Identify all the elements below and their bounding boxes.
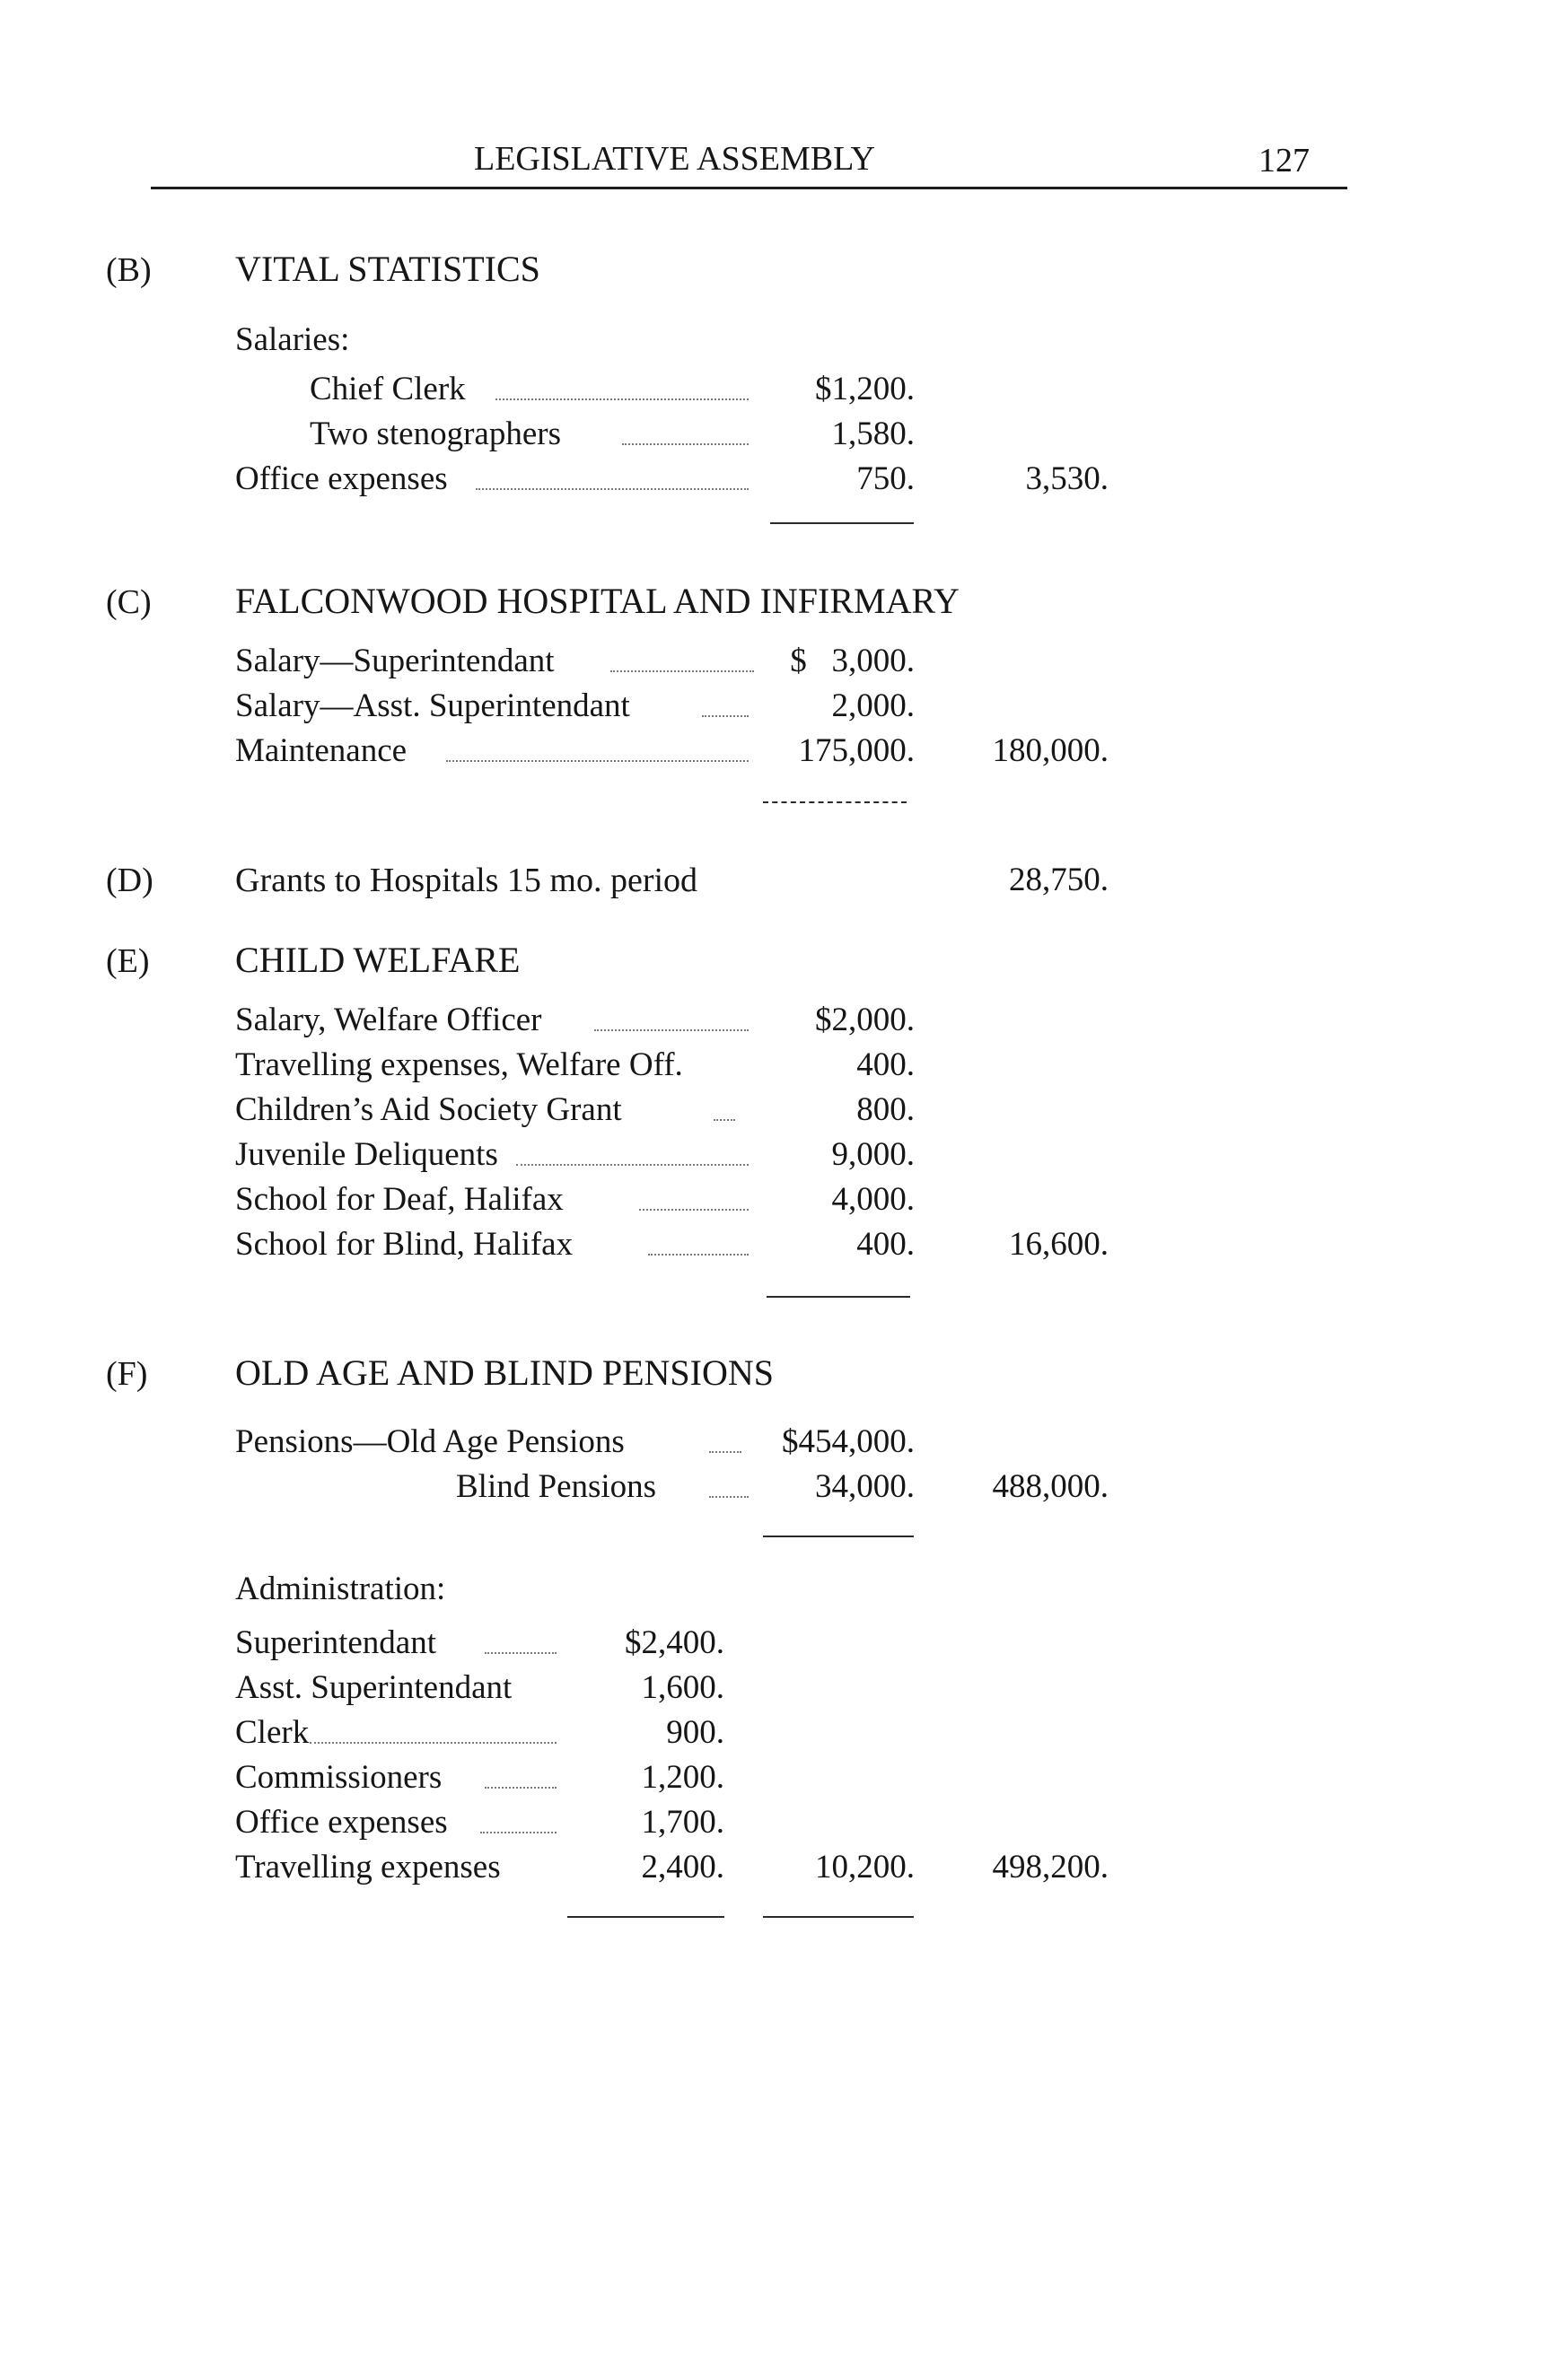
admin-item-amount: 1,600.	[641, 1669, 724, 1706]
line-item-amount: 400.	[856, 1226, 915, 1263]
section-e-letter: (E)	[106, 942, 150, 980]
line-item-amount: 4,000.	[831, 1181, 915, 1218]
line-item-label: Chief Clerk	[310, 371, 466, 407]
line-item-label: Two stenographers	[310, 416, 561, 452]
line-item-amount: 750.	[856, 460, 915, 497]
leader-dots	[594, 1029, 749, 1031]
leader-dots	[622, 443, 749, 445]
section-total: 16,600.	[1009, 1226, 1109, 1263]
line-item-amount: $2,000.	[815, 1002, 915, 1038]
leader-dots	[446, 760, 749, 762]
line-item-amount: $1,200.	[815, 371, 915, 407]
section-total: 3,530.	[1025, 460, 1109, 497]
admin-item-amount: $2,400.	[625, 1624, 724, 1661]
sum-underline	[763, 1916, 914, 1918]
line-item-amount: 800.	[856, 1091, 915, 1128]
leader-dots	[495, 398, 749, 400]
section-total: 488,000.	[992, 1468, 1109, 1505]
admin-item-label: Travelling expenses	[235, 1849, 501, 1886]
pension-label: Blind Pensions	[456, 1468, 657, 1505]
section-total: 28,750.	[1009, 862, 1109, 898]
leader-dots	[516, 1164, 749, 1166]
leader-dots	[476, 488, 749, 490]
sum-underline	[767, 1296, 910, 1298]
line-item-amount: 175,000.	[798, 732, 915, 769]
section-total: 180,000.	[992, 732, 1109, 769]
leader-dots	[485, 1652, 557, 1654]
line-item-amount: $ 3,000.	[790, 643, 915, 679]
line-item-label: Children’s Aid Society Grant	[235, 1091, 622, 1128]
page-header-title: LEGISLATIVE ASSEMBLY	[474, 140, 875, 178]
line-item-label: Maintenance	[235, 732, 408, 769]
pension-amount: $454,000.	[782, 1423, 915, 1460]
section-b-subheading: Salaries:	[235, 321, 350, 358]
section-f-title: OLD AGE AND BLIND PENSIONS	[235, 1352, 775, 1393]
sum-underline	[770, 522, 914, 524]
sum-underline	[763, 801, 907, 803]
section-b-title: VITAL STATISTICS	[235, 249, 540, 289]
admin-heading: Administration:	[235, 1571, 446, 1607]
section-total: 498,200.	[992, 1849, 1109, 1886]
admin-item-amount: 1,700.	[641, 1804, 724, 1841]
admin-item-label: Asst. Superintendant	[235, 1669, 513, 1706]
sum-underline	[567, 1916, 724, 1918]
line-item-label: Salary—Superintendant	[235, 643, 555, 679]
section-c-title: FALCONWOOD HOSPITAL AND INFIRMARY	[235, 581, 960, 621]
pension-amount: 34,000.	[815, 1468, 915, 1505]
admin-item-label: Commissioners	[235, 1759, 443, 1796]
line-item-label: School for Deaf, Halifax	[235, 1181, 564, 1218]
line-item-label: Salary, Welfare Officer	[235, 1002, 542, 1038]
section-f-letter: (F)	[106, 1355, 148, 1393]
admin-item-amount: 2,400.	[641, 1849, 724, 1886]
pension-label: Pensions—Old Age Pensions	[235, 1423, 625, 1460]
leader-dots	[639, 1209, 749, 1211]
line-item-amount: 1,580.	[831, 416, 915, 452]
line-item-label: School for Blind, Halifax	[235, 1226, 574, 1263]
leader-dots	[714, 1119, 735, 1121]
line-item-label: Salary—Asst. Superintendant	[235, 687, 630, 724]
leader-dots	[485, 1787, 557, 1789]
admin-item-label: Clerk	[235, 1714, 310, 1751]
leader-dots	[648, 1254, 749, 1256]
line-item-amount: 400.	[856, 1046, 915, 1083]
admin-item-label: Office expenses	[235, 1804, 448, 1841]
admin-item-amount: 900.	[666, 1714, 724, 1751]
admin-subtotal: 10,200.	[815, 1849, 915, 1886]
leader-dots	[709, 1496, 749, 1498]
section-d-letter: (D)	[106, 862, 153, 899]
leader-dots	[709, 1451, 741, 1453]
section-d-title: Grants to Hospitals 15 mo. period	[235, 862, 698, 899]
leader-dots	[480, 1832, 557, 1833]
line-item-label: Office expenses	[235, 460, 448, 497]
section-b-letter: (B)	[106, 251, 152, 289]
section-c-letter: (C)	[106, 583, 152, 621]
sum-underline	[763, 1536, 914, 1537]
line-item-amount: 9,000.	[831, 1136, 915, 1173]
section-e-title: CHILD WELFARE	[235, 940, 521, 980]
leader-dots	[610, 670, 754, 672]
line-item-amount: 2,000.	[831, 687, 915, 724]
leader-dots	[702, 715, 749, 717]
line-item-label: Travelling expenses, Welfare Off.	[235, 1046, 683, 1083]
admin-item-amount: 1,200.	[641, 1759, 724, 1796]
page-number: 127	[1258, 142, 1310, 179]
line-item-label: Juvenile Deliquents	[235, 1136, 498, 1173]
admin-item-label: Superintendant	[235, 1624, 437, 1661]
header-rule	[151, 187, 1347, 189]
leader-dots	[310, 1742, 557, 1744]
